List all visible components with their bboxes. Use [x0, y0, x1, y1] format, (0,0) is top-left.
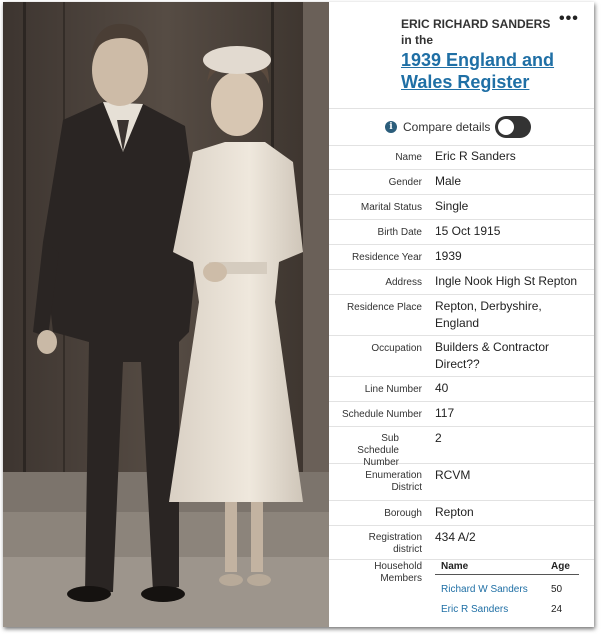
field-row-enumeration-district: [329, 464, 594, 501]
field-label: Schedule Number: [341, 409, 422, 420]
field-value: 40: [435, 381, 449, 395]
field-row-residence-place: [329, 295, 594, 336]
field-label: Enumeration District: [365, 470, 422, 493]
household-member-age: 50: [551, 584, 563, 595]
household-members-section: [329, 555, 594, 627]
household-member-link[interactable]: Richard W Sanders: [441, 584, 528, 595]
field-label: Name: [395, 152, 422, 163]
field-row-sub-schedule-number: [329, 427, 594, 468]
couple-photo-image: [3, 2, 329, 627]
field-label: Borough: [384, 508, 422, 519]
table-row: [435, 575, 579, 596]
field-label: Residence Place: [346, 302, 422, 313]
field-value: Eric R Sanders: [435, 149, 516, 163]
record-fields: [329, 145, 594, 560]
field-value: 1939: [435, 249, 462, 263]
field-value: Builders & Contractor Direct??: [435, 340, 550, 371]
field-label: Sub Schedule Number: [357, 433, 399, 468]
couple-photo: [3, 2, 329, 627]
field-row-gender: [329, 170, 594, 195]
field-value: Repton: [435, 505, 474, 519]
household-name-header: Name: [435, 561, 545, 575]
toggle-knob: [498, 119, 514, 135]
field-row-borough: [329, 501, 594, 526]
record-card: [3, 2, 594, 627]
field-label: Birth Date: [377, 227, 422, 238]
field-row-line-number: [329, 377, 594, 402]
household-member-link[interactable]: Eric R Sanders: [441, 604, 509, 615]
field-label: Gender: [388, 177, 422, 188]
compare-details-bar: [329, 108, 594, 146]
field-value: 117: [435, 406, 455, 420]
record-details-panel: [329, 2, 594, 627]
field-label: Line Number: [364, 384, 422, 395]
household-members-label: Household Members: [374, 561, 422, 584]
field-value: Repton, Derbyshire, England: [435, 299, 542, 330]
record-collection-link[interactable]: 1939 England and Wales Register: [401, 50, 555, 92]
field-label: Address: [385, 277, 422, 288]
more-options-icon[interactable]: •••: [559, 10, 579, 27]
field-row-marital-status: [329, 195, 594, 220]
field-row-schedule-number: [329, 402, 594, 427]
field-label: Residence Year: [351, 252, 422, 263]
field-label: Marital Status: [360, 202, 422, 213]
person-name-heading: ERIC RICHARD SANDERS in the: [401, 17, 551, 47]
household-header-row: [435, 561, 579, 575]
field-row-occupation: [329, 336, 594, 377]
field-row-birth-date: [329, 220, 594, 245]
field-value: 2: [435, 431, 442, 445]
info-icon[interactable]: i: [385, 121, 397, 133]
field-row-residence-year: [329, 245, 594, 270]
field-label: Occupation: [371, 343, 422, 354]
field-value: Single: [435, 199, 469, 213]
compare-details-toggle[interactable]: [495, 116, 531, 138]
table-row: [435, 595, 579, 615]
field-label: Registration district: [368, 532, 422, 555]
household-member-age: 24: [551, 604, 563, 615]
household-members-table: [435, 561, 579, 615]
compare-details-label: Compare details: [403, 120, 491, 134]
field-row-address: [329, 270, 594, 295]
field-value: Male: [435, 174, 462, 188]
household-age-header: Age: [545, 561, 579, 575]
field-value: 15 Oct 1915: [435, 224, 501, 238]
field-value: RCVM: [435, 468, 471, 482]
field-value: Ingle Nook High St Repton: [435, 274, 578, 288]
field-value: 434 A/2: [435, 530, 476, 544]
field-row-name: [329, 145, 594, 170]
